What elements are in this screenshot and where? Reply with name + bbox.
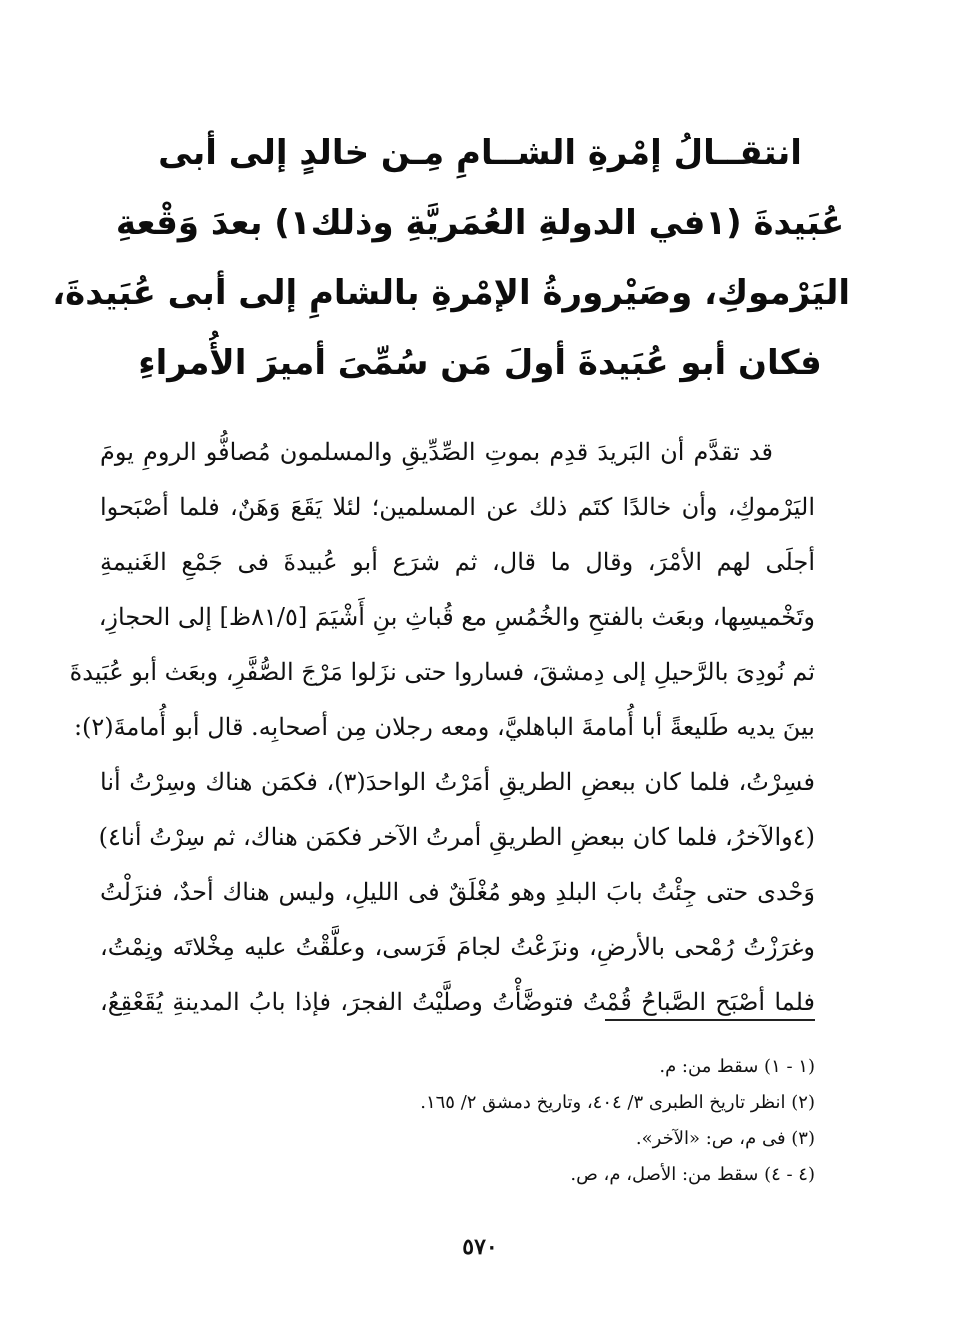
body-line-1: قد تقدَّم أن البَريدَ قدِم بموتِ الصِّدِّيقِ والمسلمون مُصافُّو الرومِ يومَ [100, 438, 773, 466]
body-line-5: ثم نُودِىَ بالرَّحيلِ إلى دِمشقَ، فساروا حتى نزَلوا مَرْجَ الصُّفَّرِ، وبعَث أبو عُبَيدةَ [69, 658, 815, 686]
body-line-3: أجلَى لهم الأمْرَ، وقال ما قال، ثم شرَع أبو عُبيدةَ فى جَمْعِ الغَنيمةِ [100, 548, 815, 576]
body-line-7: فسِرْتُ، فلما كان ببعضِ الطريقِ أمَرْتُ الواحدَ(٣)، فكمَن هناك وسِرْتُ أنا [100, 768, 815, 796]
title-line-2: عُبَيدةَ (١في الدولةِ العُمَريَّةِ وذلك١) بعدَ وَقْعةِ [115, 203, 845, 243]
footnotes [300, 1049, 815, 1193]
page-number: ٥٧٠ [462, 1234, 498, 1260]
footnote-1: (١ - ١) سقط من: م. [659, 1056, 815, 1077]
title-line-3: اليَرْموكِ، وصَيْرورةُ الإمْرةِ بالشامِ إلى أبى عُبَيدةَ، [52, 273, 850, 313]
body-text [69, 425, 815, 1030]
body-line-6: بينَ يديه طَليعةً أبا أُمامةَ الباهليَّ، ومعه رجلان مِن أصحابِه. قال أبو أُمامةَ(٢): [73, 713, 815, 741]
body-line-10: وغرَزْتُ رُمْحى بالأرضِ، ونزَعْتُ لجامَ فَرَسى، وعلَّقْتُ عليه مِخْلاتَه ونِمْتُ، [100, 933, 815, 961]
body-line-4: وتَخْميسِها، وبعَث بالفتحِ والخُمُسِ مع قُباثِ بنِ أَشْيَمَ [٨١/٥ظ] إلى الحجازِ، [98, 603, 815, 631]
body-line-11: فلما أصْبَح الصَّباحُ قُمْتُ فتوضَّأْتُ وصلَّيْتُ الفجرَ، فإذا بابُ المدينةِ يُقَعْقِعُ، [100, 988, 815, 1016]
body-line-2: اليَرْموكِ، وأن خالدًا كتَم ذلك عن المسلمين؛ لئلا يَقَعَ وَهَنٌ، فلما أصْبَحوا [100, 493, 815, 521]
footnote-divider [605, 1019, 815, 1021]
footnote-2: (٢) انظر تاريخ الطبرى ٣/ ٤٠٤، وتاريخ دمشق ٢/ ١٦٥. [420, 1092, 815, 1113]
body-line-9: وَحْدى حتى جِئْتُ بابَ البلدِ وهو مُغْلَقٌ فى الليلِ، وليس هناك أحدٌ، فنزَلْتُ [100, 878, 815, 906]
footnote-3: (٣) فى م، ص: «الآخر». [635, 1128, 815, 1149]
title-line-1: انتقــالُ إمْرةِ الشــامِ مِـن خالدٍ إلى أبى [158, 133, 802, 173]
title-line-4: فكان أبو عُبَيدةَ أولَ مَن سُمِّىَ أميرَ الأُمراءِ [138, 343, 822, 383]
chapter-title [52, 118, 850, 398]
footnote-4: (٤ - ٤) سقط من: الأصل، م، ص. [570, 1164, 815, 1185]
body-line-8: (٤والآخرُ، فلما كان ببعضِ الطريقِ أمرتُ الآخر فكمَن هناك، ثم سِرْتُ أنا٤) [98, 823, 815, 851]
